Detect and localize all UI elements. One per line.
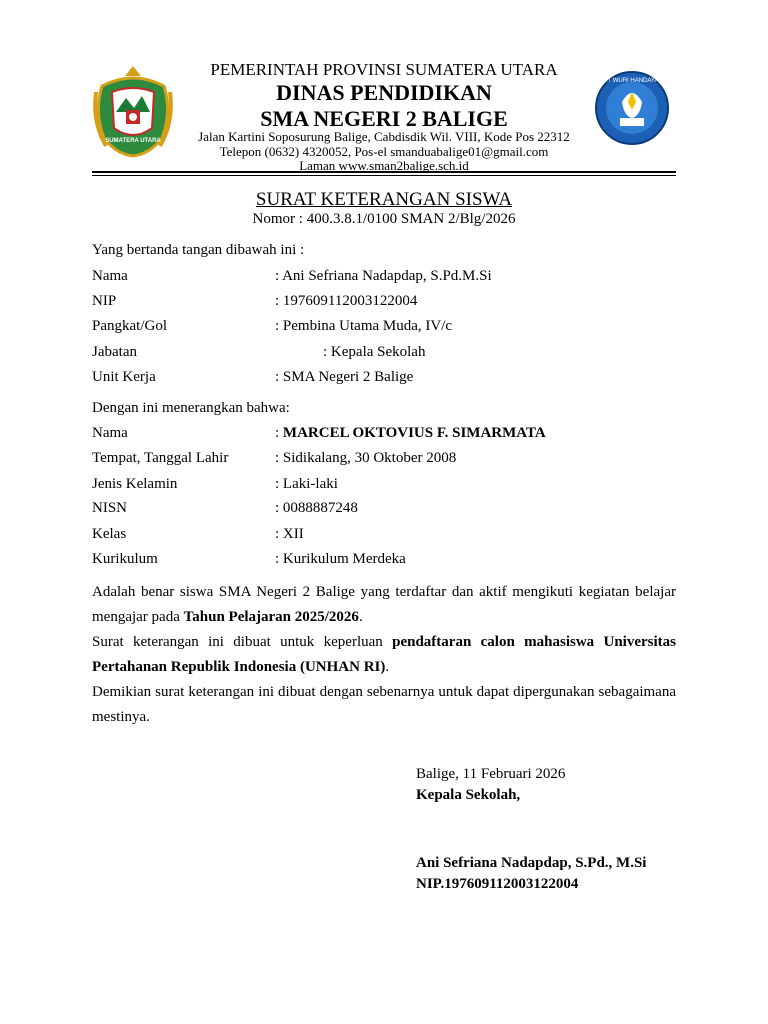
student-gender-value: : Laki-laki [275, 476, 338, 492]
paragraph-status-text: Adalah benar siswa SMA Negeri 2 Balige yang terdaftar dan aktif mengikuti kegiatan belajar mengajar pada [92, 584, 676, 625]
right-logo-text: TUT WURI HANDAYANI [599, 78, 665, 84]
signer-position: Kepala Sekolah, [416, 787, 521, 803]
paragraph-status-year: Tahun Pelajaran 2025/2026 [183, 609, 359, 625]
header-school: SMA NEGERI 2 BALIGE [260, 106, 508, 131]
signer-full-name: Ani Sefriana Nadapdap, S.Pd., M.Si [416, 855, 647, 871]
student-name-value: MARCEL OKTOVIUS F. SIMARMATA [282, 425, 546, 441]
student-name-colon: : [275, 425, 283, 441]
signer-nip-label: NIP [92, 293, 117, 309]
student-class-label: Kelas [92, 526, 127, 542]
header-rule-thick [92, 171, 676, 173]
signer-unit-label: Unit Kerja [92, 369, 156, 385]
paragraph-closing: Demikian surat keterangan ini dibuat dengan sebenarnya untuk dapat dipergunakan sebagaimana mestinya. [92, 684, 676, 725]
student-birth-label: Tempat, Tanggal Lahir [92, 450, 229, 466]
student-name-row [275, 425, 546, 442]
signer-name-value: : Ani Sefriana Nadapdap, S.Pd.M.Si [275, 268, 492, 284]
signer-position-label: Jabatan [92, 344, 137, 360]
student-curriculum-value: : Kurikulum Merdeka [275, 551, 406, 567]
signer-rank-label: Pangkat/Gol [92, 318, 167, 334]
paragraph-purpose-text: Surat keterangan ini dibuat untuk keperluan [92, 634, 393, 650]
student-name-label: Nama [92, 425, 128, 441]
student-nisn-value: : 0088887248 [275, 500, 358, 516]
letter-number: Nomor : 400.3.8.1/0100 SMAN 2/Blg/2026 [252, 211, 516, 227]
paragraph-status-end: . [358, 609, 363, 625]
paragraph-purpose-bold: pendaftaran calon mahasiswa Universitas Pertahanan Republik Indonesia (UNHAN RI) [92, 634, 676, 675]
signer-rank-value: : Pembina Utama Muda, IV/c [275, 318, 453, 334]
student-birth-value: : Sidikalang, 30 Oktober 2008 [275, 450, 457, 466]
header-agency: DINAS PENDIDIKAN [276, 80, 492, 105]
student-nisn-label: NISN [92, 500, 128, 516]
intro2-text: Dengan ini menerangkan bahwa: [92, 400, 290, 416]
student-curriculum-label: Kurikulum [92, 551, 158, 567]
left-logo-text: SUMATERA UTARA [105, 138, 161, 144]
intro-text: Yang bertanda tangan dibawah ini : [92, 242, 305, 258]
signer-name-label: Nama [92, 268, 128, 284]
paragraph-purpose-end: . [385, 659, 390, 675]
letter-title: SURAT KETERANGAN SISWA [255, 189, 513, 210]
header-contact: Telepon (0632) 4320052, Pos-el smanduabalige01@gmail.com [219, 144, 549, 159]
paragraph-purpose [92, 630, 676, 680]
header-address: Jalan Kartini Soposurung Balige, Cabdisdik Wil. VIII, Kode Pos 22312 [198, 129, 570, 144]
header-government: PEMERINTAH PROVINSI SUMATERA UTARA [210, 60, 558, 79]
header-website: Laman www.sman2balige.sch.id [299, 158, 469, 173]
signer-position-value: : Kepala Sekolah [323, 344, 426, 360]
place-date: Balige, 11 Februari 2026 [416, 766, 566, 782]
student-gender-label: Jenis Kelamin [92, 476, 178, 492]
signer-nip-value: : 197609112003122004 [275, 293, 418, 309]
signer-unit-value: : SMA Negeri 2 Balige [275, 369, 414, 385]
signer-nip: NIP.197609112003122004 [416, 876, 579, 892]
header-rule-thin [92, 175, 676, 176]
paragraph-status [92, 580, 676, 630]
student-class-value: : XII [275, 526, 304, 542]
